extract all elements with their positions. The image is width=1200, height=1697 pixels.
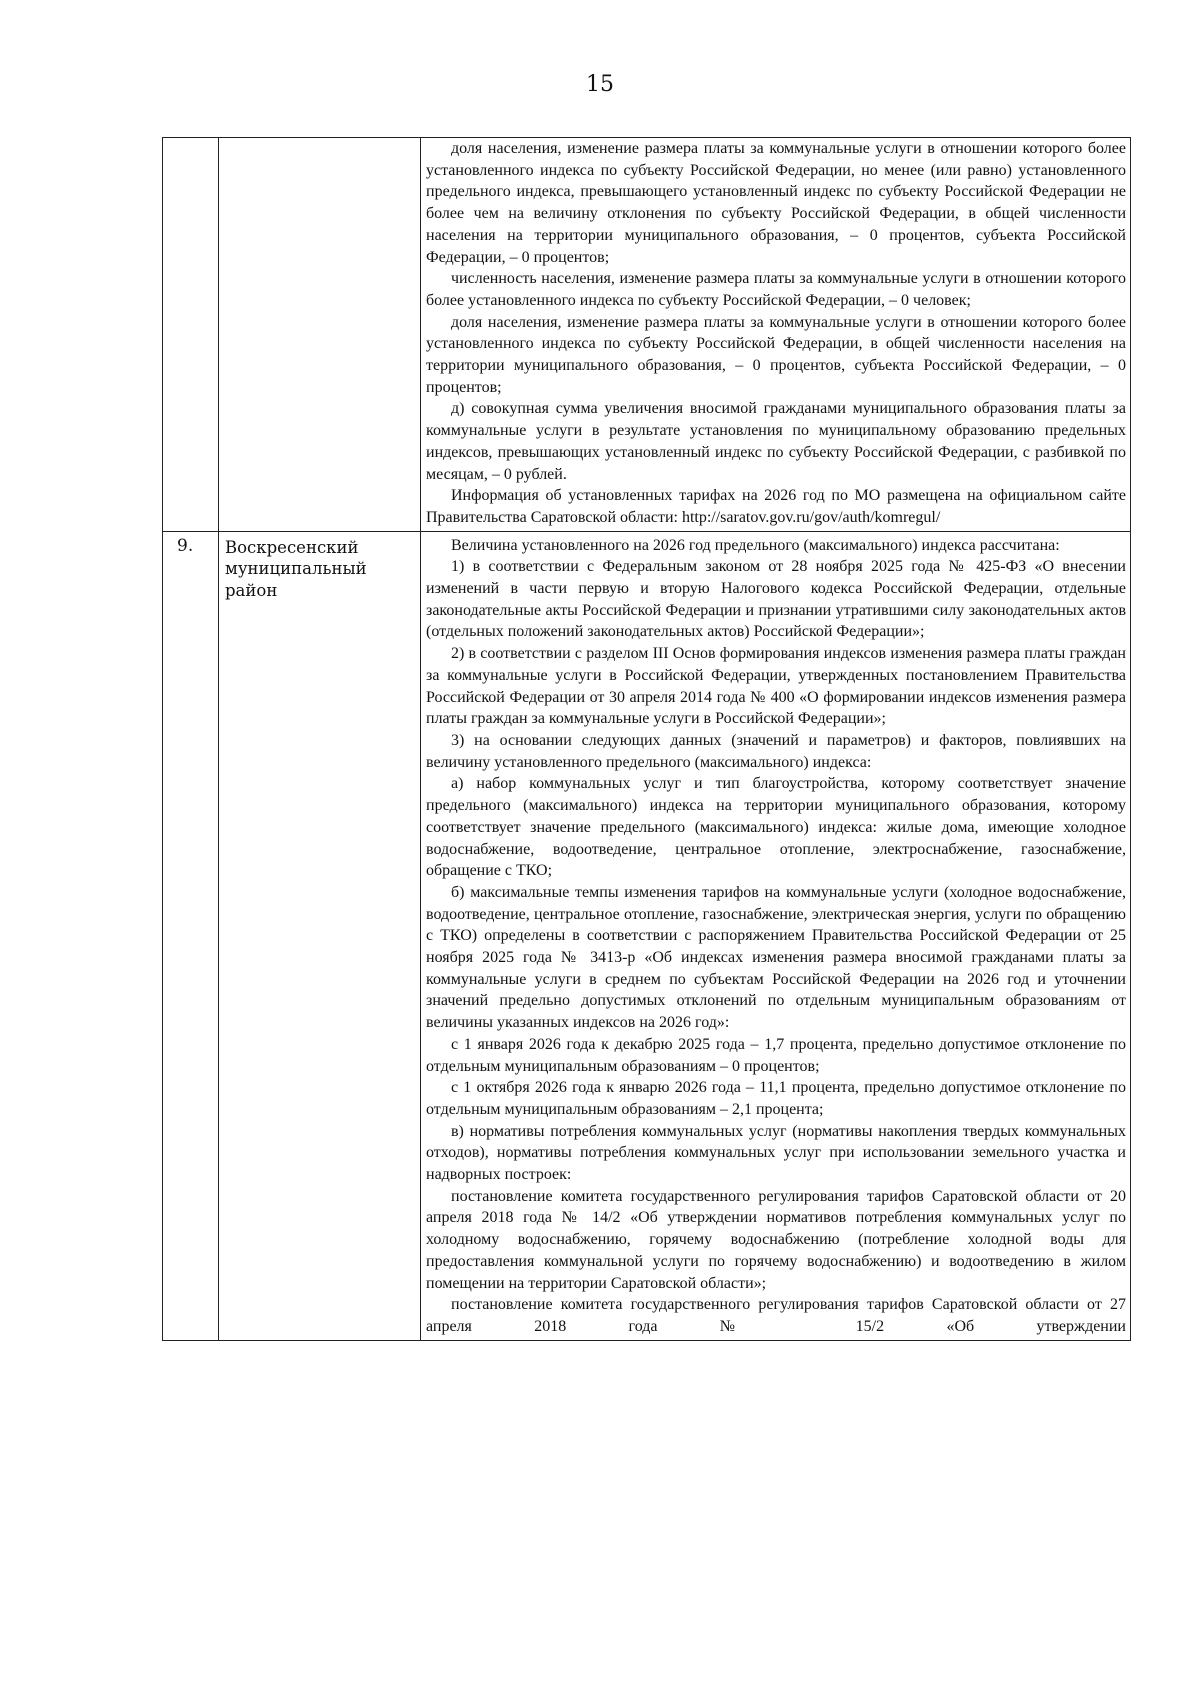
row-text (421, 531, 1131, 1340)
paragraph: д) совокупная сумма увеличения вносимой гражданами муниципального образования платы за коммунальные услуги в результате установления по муниципальному образованию предельных индексов, превышающих установленный индекс по субъекту Российской Федерации, с разбивкой по месяцам, – 0 рублей. (426, 400, 1126, 483)
municipality-name (219, 138, 421, 532)
paragraph: 2) в соответствии с разделом III Основ формирования индексов изменения размера платы граждан за коммунальные услуги в Российской Федерации, утвержденных постановлением Правительства Российской Федерации от 30 апреля 2014 года № 400 «О формировании индексов изменения размера платы граждан за коммунальные услуги в Российской Федерации»; (426, 645, 1126, 728)
paragraph: доля населения, изменение размера платы за коммунальные услуги в отношении которого более установленного индекса по субъекту Российской Федерации, в общей численности населения на территории муниципального образования, – 0 процентов, субъекта Российской Федерации, – 0 процентов; (426, 313, 1126, 396)
paragraph: а) набор коммунальных услуг и тип благоустройства, которому соответствует значение предельного (максимального) индекса на территории муниципального образования, которому соответствует значение предельного (максимального) индекса: жилые дома, имеющие холодное водоснабжение, водоотведение, центральное отопление, электроснабжение, газоснабжение, обращение с ТКО; (426, 775, 1126, 880)
table-row (163, 531, 1131, 1340)
paragraph: постановление комитета государственного регулирования тарифов Саратовской области от 20 апреля 2018 года № 14/2 «Об утверждении нормативов потребления коммунальных услуг по холодному водоснабжению, горячему водоснабжению (потребление холодной воды для предоставления коммунальной услуги по горячему водоснабжению) и водоотведению в жилом помещении на территории Саратовской области»; (426, 1187, 1126, 1292)
tariff-table (162, 137, 1131, 1341)
paragraph: 3) на основании следующих данных (значений и параметров) и факторов, повлиявших на величину установленного предельного (максимального) индекса: (426, 731, 1126, 771)
paragraph: в) нормативы потребления коммунальных услуг (нормативы накопления твердых коммунальных отходов), нормативы потребления коммунальных услуг при использовании земельного участка и надворных построек: (426, 1122, 1126, 1184)
paragraph: численность населения, изменение размера платы за коммунальные услуги в отношении которого более установленного индекса по субъекту Российской Федерации, – 0 человек; (426, 270, 1126, 309)
row-number: 9. (163, 531, 219, 1340)
paragraph: 1) в соответствии с Федеральным законом от 28 ноября 2025 года № 425-ФЗ «О внесении изменений в части первую и вторую Налогового кодекса Российской Федерации, отдельные законодательные акты Российской Федерации и признании утратившими силу законодательных актов (отдельных положений законодательных актов) Российской Федерации»; (426, 558, 1126, 641)
paragraph: Величина установленного на 2026 год предельного (максимального) индекса рассчитана: (451, 536, 1060, 554)
paragraph: Информация об установленных тарифах на 2026 год по МО размещена на официальном сайте Правительства Саратовской области: http://saratov.gov.ru/gov/auth/komregul/ (426, 487, 1126, 526)
municipality-name: Воскресенский муниципальный район (219, 531, 421, 1340)
paragraph: доля населения, изменение размера платы за коммунальные услуги в отношении которого более установленного индекса по субъекту Российской Федерации, но менее (или равно) установленного предельного индекса, превышающего установленный индекс по субъекту Российской Федерации не более чем на величину отклонения по субъекту Российской Федерации, в общей численности населения на территории муниципального образования, – 0 процентов, субъекта Российской Федерации, – 0 процентов; (426, 140, 1126, 266)
row-text (421, 138, 1131, 532)
row-number (163, 138, 219, 532)
paragraph: с 1 октября 2026 года к январю 2026 года – 11,1 процента, предельно допустимое отклонение по отдельным муниципальным образованиям – 2,1 процента; (426, 1079, 1126, 1118)
paragraph: б) максимальные темпы изменения тарифов на коммунальные услуги (холодное водоснабжение, водоотведение, центральное отопление, газоснабжение, электрическая энергия, услуги по обращению с ТКО) определены в соответствии с распоряжением Правительства Российской Федерации от 25 ноября 2025 года № 3413-р «Об индексах изменения размера вносимой гражданами платы за коммунальные услуги в среднем по субъектам Российской Федерации на 2026 год и уточнении значений предельно допустимых отклонений по отдельным муниципальным образованиям от величины указанных индексов на 2026 год»: (426, 883, 1126, 1032)
paragraph: постановление комитета государственного регулирования тарифов Саратовской области от 27 апреля 2018 года № 15/2 «Об утверждении (426, 1296, 1126, 1335)
table-row (163, 138, 1131, 532)
page-number: 15 (586, 72, 614, 97)
paragraph: с 1 января 2026 года к декабрю 2025 года – 1,7 процента, предельно допустимое отклонение по отдельным муниципальным образованиям – 0 процентов; (426, 1035, 1126, 1075)
